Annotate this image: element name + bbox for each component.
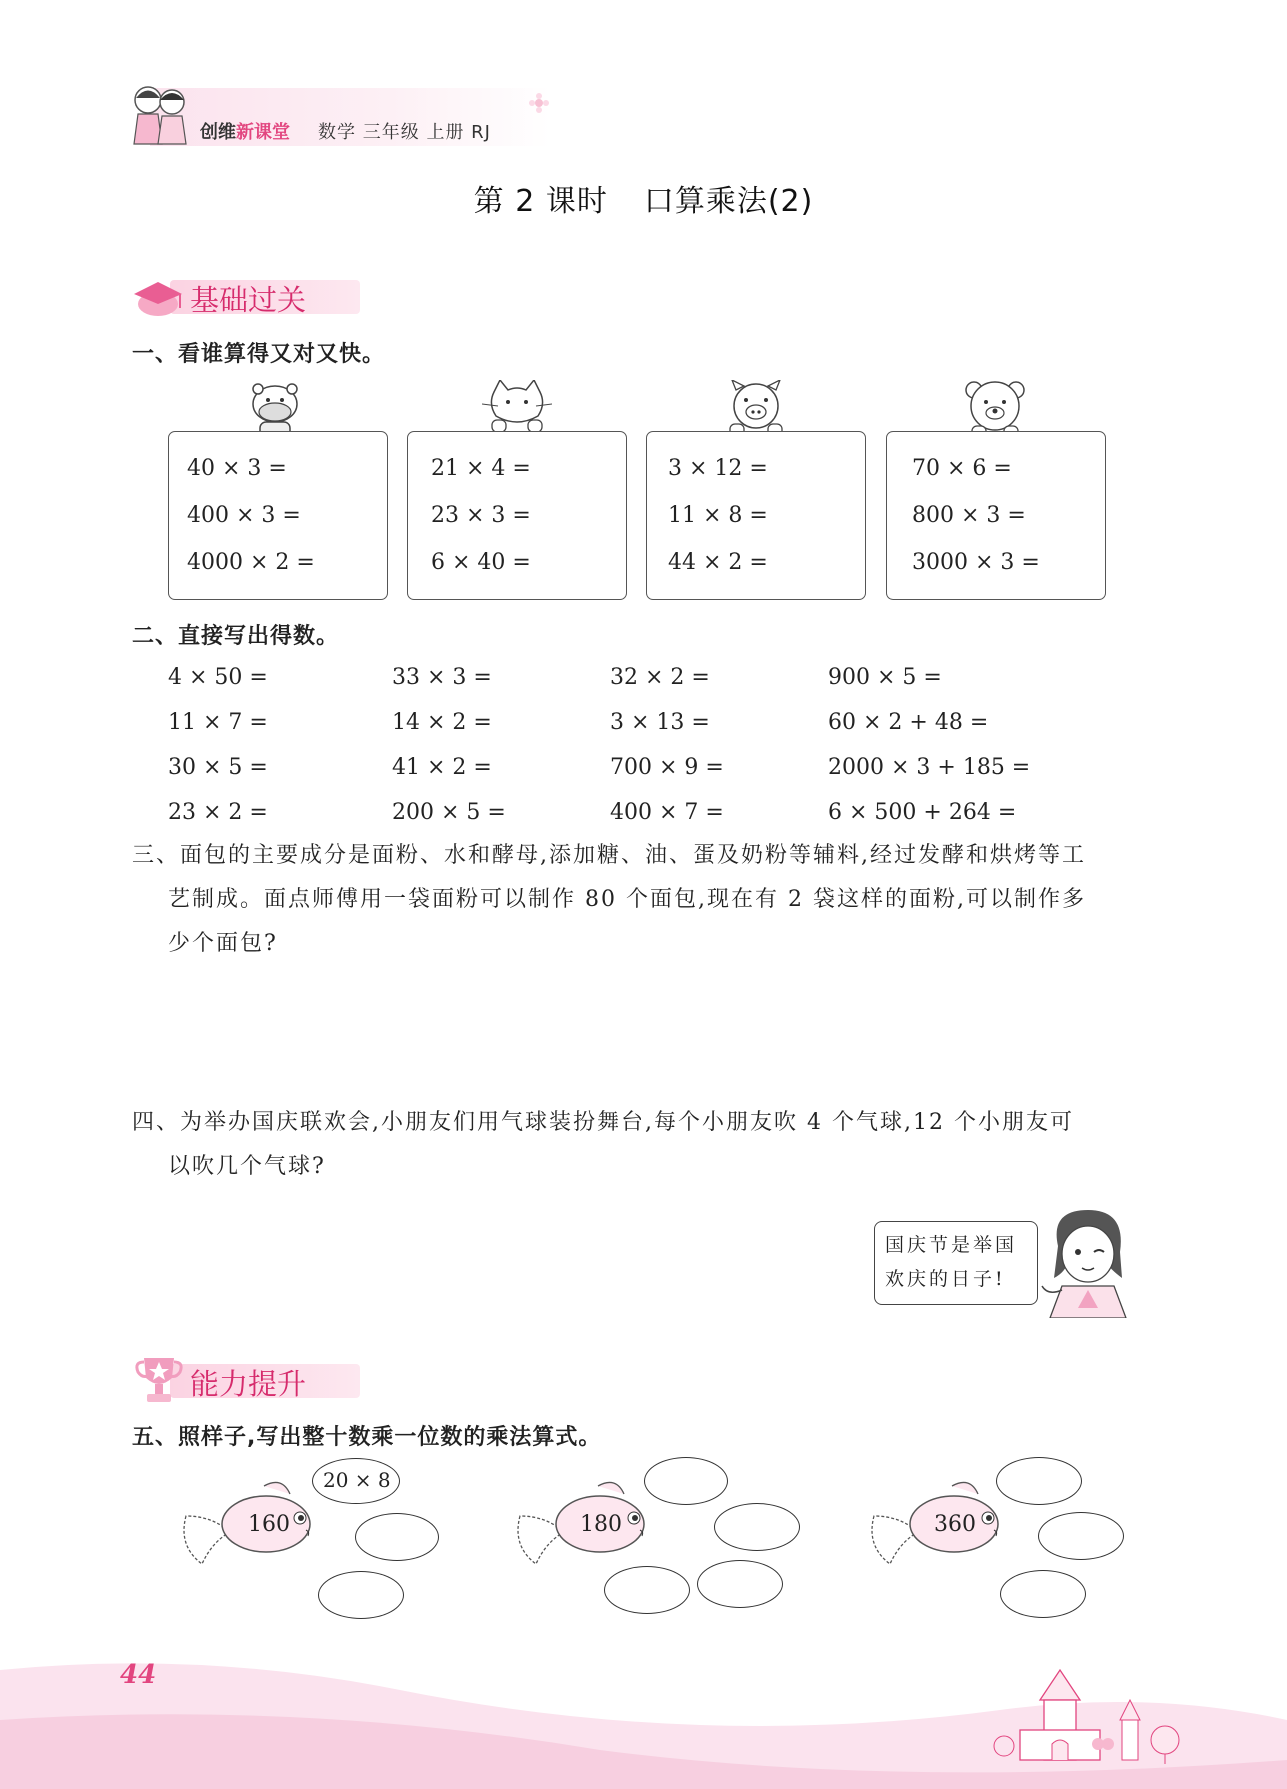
q4-line: 以吹几个气球? — [168, 1154, 326, 1179]
section-banner-advanced: 能力提升 — [130, 1354, 370, 1398]
q4-line: 四、为举办国庆联欢会,小朋友们用气球装扮舞台,每个小朋友吹 4 个气球,12 个小朋友可 — [132, 1110, 1074, 1135]
q5-heading: 五、照样子,写出整十数乘一位数的乘法算式。 — [132, 1425, 602, 1450]
q2-cell: 400 × 7 = — [610, 800, 724, 825]
box-line: 11 × 8 = — [668, 503, 768, 528]
box-line: 70 × 6 = — [912, 456, 1012, 481]
girl-icon — [1040, 1206, 1140, 1318]
exercise-box-1 — [168, 431, 388, 600]
bubble-text: 国庆节是举国 — [885, 1234, 1018, 1256]
fish-2 — [512, 1476, 662, 1572]
exercise-box-4 — [886, 431, 1106, 600]
q2-cell: 200 × 5 = — [392, 800, 506, 825]
answer-oval[interactable] — [697, 1560, 783, 1608]
q2-cell: 32 × 2 = — [610, 665, 710, 690]
section-banner-basic: 基础过关 — [130, 270, 370, 314]
q2-cell: 30 × 5 = — [168, 755, 268, 780]
q1-heading: 一、看谁算得又对又快。 — [132, 342, 386, 367]
bubble-text: 欢庆的日子! — [885, 1268, 1006, 1290]
box-line: 400 × 3 = — [187, 503, 301, 528]
q2-cell: 11 × 7 = — [168, 710, 268, 735]
answer-oval[interactable] — [355, 1513, 439, 1561]
answer-oval[interactable] — [1038, 1512, 1124, 1560]
cat-icon — [482, 380, 552, 436]
answer-oval[interactable] — [604, 1566, 690, 1614]
q2-cell: 41 × 2 = — [392, 755, 492, 780]
speech-bubble — [874, 1221, 1038, 1305]
trophy-icon — [134, 1354, 184, 1406]
example-formula: 20 × 8 — [323, 1468, 391, 1492]
box-line: 800 × 3 = — [912, 503, 1026, 528]
q2-cell: 4 × 50 = — [168, 665, 268, 690]
brand-name: 创维新课堂 — [200, 122, 290, 143]
answer-oval[interactable] — [1000, 1570, 1086, 1618]
exercise-box-2 — [407, 431, 627, 600]
fish-number: 160 — [248, 1512, 290, 1537]
graduation-cap-icon — [130, 274, 186, 318]
q2-cell: 2000 × 3 + 185 = — [828, 755, 1031, 780]
box-line: 21 × 4 = — [431, 456, 531, 481]
q2-cell: 60 × 2 + 48 = — [828, 710, 989, 735]
q2-cell: 3 × 13 = — [610, 710, 710, 735]
q3-line: 艺制成。面点师傅用一袋面粉可以制作 80 个面包,现在有 2 袋这样的面粉,可以制作多 — [168, 887, 1086, 912]
fish-1 — [178, 1476, 328, 1572]
box-line: 44 × 2 = — [668, 550, 768, 575]
answer-oval[interactable] — [714, 1503, 800, 1551]
q2-cell: 6 × 500 + 264 = — [828, 800, 1017, 825]
box-line: 23 × 3 = — [431, 503, 531, 528]
q2-cell: 33 × 3 = — [392, 665, 492, 690]
q3-line: 三、面包的主要成分是面粉、水和酵母,添加糖、油、蛋及奶粉等辅料,经过发酵和烘烤等工 — [132, 843, 1086, 868]
fish-number: 360 — [934, 1512, 976, 1537]
box-line: 6 × 40 = — [431, 550, 531, 575]
exercise-box-3 — [646, 431, 866, 600]
header-subtitle: 数学 三年级 上册 RJ — [318, 122, 491, 143]
box-line: 3 × 12 = — [668, 456, 768, 481]
q2-heading: 二、直接写出得数。 — [132, 624, 340, 649]
box-line: 4000 × 2 = — [187, 550, 315, 575]
q2-cell: 14 × 2 = — [392, 710, 492, 735]
box-line: 3000 × 3 = — [912, 550, 1040, 575]
castle-icon — [990, 1660, 1190, 1770]
q2-cell: 23 × 2 = — [168, 800, 268, 825]
answer-oval[interactable] — [318, 1571, 404, 1619]
fish-number: 180 — [580, 1512, 622, 1537]
q3-line: 少个面包? — [168, 931, 278, 956]
page-title: 第 2 课时 口算乘法(2) — [473, 184, 814, 219]
flower-icon — [528, 92, 550, 114]
page-number: 44 — [120, 1660, 157, 1690]
q2-cell: 700 × 9 = — [610, 755, 724, 780]
fish-3 — [866, 1476, 1016, 1572]
q2-cell: 900 × 5 = — [828, 665, 942, 690]
children-logo-icon — [126, 78, 196, 150]
box-line: 40 × 3 = — [187, 456, 287, 481]
